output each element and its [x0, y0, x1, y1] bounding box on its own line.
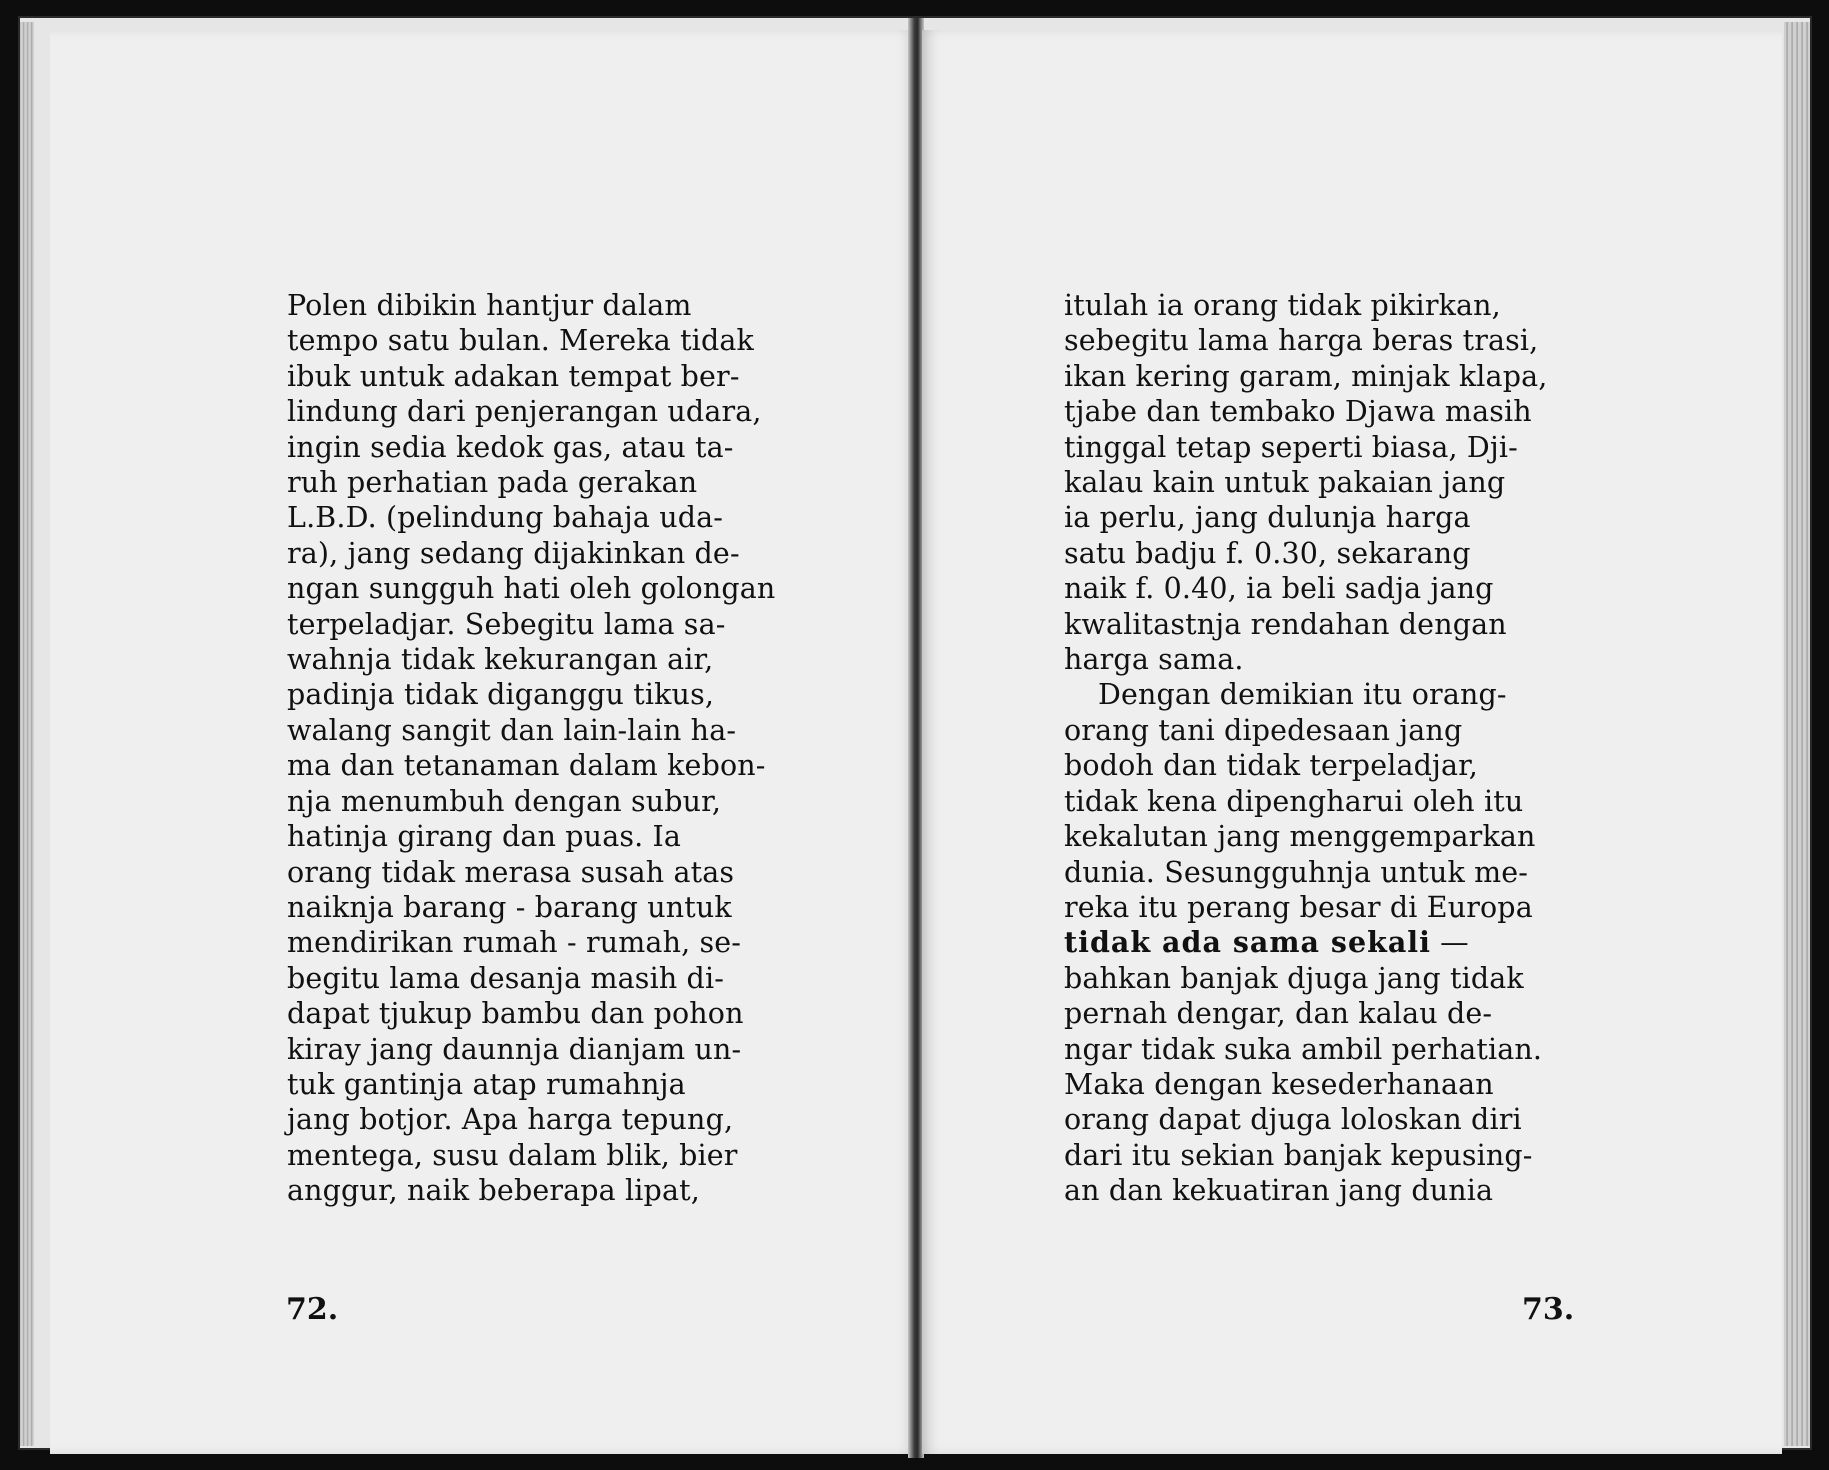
text-line: tuk gantinja atap rumahnja — [287, 1067, 686, 1101]
text-line: dari itu sekian banjak kepusing- — [1064, 1138, 1533, 1172]
text-line: nja menumbuh dengan subur, — [287, 784, 722, 818]
text-line: kwalitastnja rendahan dengan — [1064, 607, 1507, 641]
text-line: naik f. 0.40, ia beli sadja jang — [1064, 572, 1494, 606]
text-line: lindung dari penjerangan udara, — [287, 395, 762, 429]
left-page-text — [287, 288, 813, 1209]
text-line: terpeladjar. Sebegitu lama sa- — [287, 607, 726, 641]
text-line: ngan sungguh hati oleh golongan — [287, 572, 776, 606]
text-line: ra), jang sedang dijakinkan de- — [287, 536, 740, 570]
text-line: padinja tidak diganggu tikus, — [287, 678, 715, 712]
text-line: ngar tidak suka ambil perhatian. — [1064, 1032, 1543, 1066]
text-line: tjabe dan tembako Djawa masih — [1064, 395, 1532, 429]
right-paragraph-two — [1064, 677, 1580, 925]
text-line: kekalutan jang menggemparkan — [1064, 820, 1536, 854]
left-page-edges — [20, 22, 34, 1446]
right-paragraph-one — [1064, 288, 1580, 677]
left-page-number: 72. — [286, 1292, 339, 1327]
text-line: ikan kering garam, minjak klapa, — [1064, 359, 1548, 393]
text-line: hatinja girang dan puas. Ia — [287, 820, 682, 854]
text-line: bodoh dan tidak terpeladjar, — [1064, 749, 1478, 783]
text-line: anggur, naik beberapa lipat, — [287, 1174, 700, 1208]
text-line: ibuk untuk adakan tempat ber- — [287, 359, 740, 393]
text-line: wahnja tidak kekurangan air, — [287, 643, 714, 677]
text-line: mentega, susu dalam blik, bier — [287, 1138, 738, 1172]
text-line: Polen dibikin hantjur dalam — [287, 289, 692, 322]
right-page-text — [1064, 288, 1580, 1209]
right-paragraph-two-continued — [1064, 961, 1580, 1209]
right-page — [922, 30, 1782, 1454]
text-line: orang dapat djuga loloskan diri — [1064, 1103, 1522, 1137]
open-book — [20, 18, 1810, 1448]
text-line: jang botjor. Apa harga tepung, — [287, 1103, 734, 1137]
text-line: harga sama. — [1064, 643, 1244, 677]
text-line: walang sangit dan lain-lain ha- — [287, 713, 737, 747]
right-bold-line — [1064, 925, 1580, 960]
text-line: ia perlu, jang dulunja harga — [1064, 501, 1471, 535]
text-line: naiknja barang - barang untuk — [287, 890, 732, 924]
text-line: an dan kekuatiran jang dunia — [1064, 1174, 1494, 1208]
text-line: tinggal tetap seperti biasa, Dji- — [1064, 430, 1518, 464]
text-line: kalau kain untuk pakaian jang — [1064, 466, 1506, 500]
text-line: sebegitu lama harga beras trasi, — [1064, 324, 1539, 358]
text-line: tidak kena dipengharui oleh itu — [1064, 784, 1524, 818]
text-line: ingin sedia kedok gas, atau ta- — [287, 430, 734, 464]
text-line: mendirikan rumah - rumah, se- — [287, 926, 742, 960]
text-line: orang tidak merasa susah atas — [287, 855, 735, 889]
text-line: Dengan demikian itu orang- — [1098, 678, 1507, 712]
text-line: pernah dengar, dan kalau de- — [1064, 997, 1493, 1031]
text-line: reka itu perang besar di Europa — [1064, 890, 1533, 924]
text-line: Maka dengan kesederhanaan — [1064, 1067, 1494, 1101]
text-line: dunia. Sesungguhnja untuk me- — [1064, 855, 1529, 889]
text-line: ma dan tetanaman dalam kebon- — [287, 749, 766, 783]
text-line: L.B.D. (pelindung bahaja uda- — [287, 501, 724, 535]
text-line: orang tani dipedesaan jang — [1064, 713, 1463, 747]
text-line: ruh perhatian pada gerakan — [287, 466, 698, 500]
left-page — [50, 30, 916, 1454]
text-line: begitu lama desanja masih di- — [287, 961, 724, 995]
text-line: bahkan banjak djuga jang tidak — [1064, 961, 1524, 995]
text-line: satu badju f. 0.30, sekarang — [1064, 536, 1471, 570]
right-page-number: 73. — [1522, 1292, 1575, 1327]
right-bold-suffix: — — [1430, 926, 1469, 960]
right-bold-phrase: tidak ada sama sekali — [1064, 925, 1431, 960]
text-line: kiray jang daunnja dianjam un- — [287, 1032, 742, 1066]
text-line: dapat tjukup bambu dan pohon — [287, 997, 744, 1031]
text-line: itulah ia orang tidak pikirkan, — [1064, 289, 1501, 322]
right-page-edges — [1784, 22, 1810, 1446]
text-line: tempo satu bulan. Mereka tidak — [287, 324, 754, 358]
